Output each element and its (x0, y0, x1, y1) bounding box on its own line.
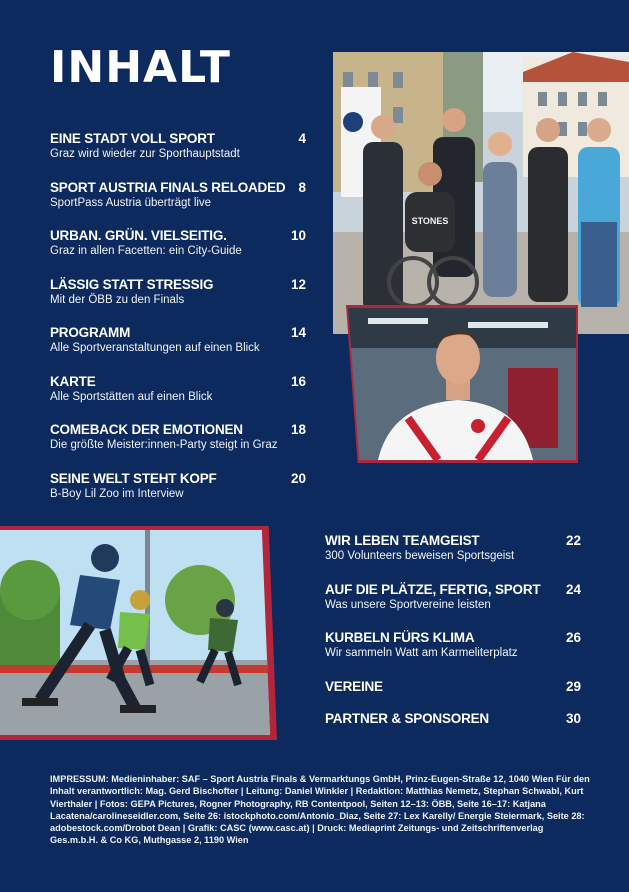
toc-subtitle: Wir sammeln Watt am Karmeliterplatz (325, 647, 518, 659)
toc-subtitle: B-Boy Lil Zoo im Interview (50, 487, 184, 500)
toc-page-number: 22 (565, 533, 581, 548)
toc-entry[interactable] (50, 228, 306, 277)
toc-page-number: 8 (298, 179, 306, 195)
toc-subtitle: Was unsere Sportvereine leisten (325, 598, 491, 611)
toc-entry[interactable] (325, 630, 581, 679)
toc-heading: VEREINE (325, 678, 383, 694)
toc-heading: PARTNER & SPONSOREN (325, 710, 489, 726)
impressum-text: Medieninhaber: SAF – Sport Austria Finals & Vermarktungs GmbH, Prinz-Eugen-Straße 12, 1040 Wien Für den Inhalt verantwortlich: Mag. Gerd Bischofter | Leitung: Daniel Winkler | Redaktion: Matthias Nemetz, Stephan Schwabl, Kurt Vierthaler | Fotos: GEPA Pictures, Rogner Photography, RB Contentpool, Seiten 12–13: ÖBB, Seite 16–17: Katjana Lacatena/carolineseidler.com, Seite 26: istockphoto.com/Antonio_Diaz, Seite 27: Lex Karelly/ Energie Steiermark, Seite 28: adobestock.com/Drobot Dean | Grafik: CASC (www.casc.at) | Druck: Mediaprint Zeitungs- und Zeitschriftenverlag Ges.m.b.H. & Co KG, Muthgasse 2, 1190 Wien (50, 774, 590, 846)
toc-heading: LÄSSIG STATT STRESSIG (50, 276, 214, 292)
toc-left-column (50, 131, 306, 519)
toc-page-number: 10 (290, 228, 306, 243)
toc-page-number: 26 (565, 630, 581, 645)
toc-entry[interactable] (50, 471, 306, 520)
toc-subtitle: 300 Volunteers beweisen Sportsgeist (325, 550, 515, 562)
impressum-label: IMPRESSUM: (50, 774, 109, 784)
toc-heading: WIR LEBEN TEAMGEIST (325, 533, 480, 548)
toc-entry[interactable] (325, 533, 581, 582)
toc-entry[interactable] (50, 325, 306, 374)
toc-subtitle: Alle Sportveranstaltungen auf einen Blick (50, 342, 260, 354)
toc-entry[interactable] (50, 131, 306, 180)
toc-entry[interactable] (325, 582, 581, 631)
toc-page-number: 29 (565, 678, 581, 694)
shirt-text: STONES (411, 216, 449, 226)
toc-entry[interactable] (325, 679, 581, 711)
toc-subtitle: SportPass Austria überträgt live (50, 196, 212, 209)
toc-right-column (325, 533, 581, 743)
group-photo (333, 52, 629, 334)
toc-subtitle: Alle Sportstätten auf einen Blick (50, 390, 213, 403)
toc-entry[interactable] (50, 277, 306, 326)
toc-page-number: 12 (290, 276, 306, 292)
toc-entry[interactable] (50, 422, 306, 471)
toc-heading: SPORT AUSTRIA FINALS RELOADED (50, 179, 286, 195)
page-title: INHALT (50, 42, 231, 93)
toc-subtitle: Die größte Meister:innen-Party steigt in Graz (50, 439, 278, 451)
toc-heading: URBAN. GRÜN. VIELSEITIG. (50, 228, 227, 243)
toc-heading: EINE STADT VOLL SPORT (50, 131, 215, 146)
toc-heading: PROGRAMM (50, 325, 131, 340)
toc-page-number: 18 (290, 422, 306, 437)
toc-entry[interactable] (50, 180, 306, 229)
impressum (50, 773, 590, 847)
toc-heading: KARTE (50, 373, 96, 389)
toc-entry[interactable] (325, 711, 581, 743)
toc-heading: SEINE WELT STEHT KOPF (50, 470, 217, 486)
toc-page-number: 20 (290, 470, 306, 486)
toc-page-number: 30 (565, 710, 581, 726)
toc-entry[interactable] (50, 374, 306, 423)
toc-page-number: 14 (290, 325, 306, 340)
toc-page-number: 24 (565, 581, 581, 597)
toc-heading: COMEBACK DER EMOTIONEN (50, 422, 243, 437)
toc-heading: KURBELN FÜRS KLIMA (325, 630, 475, 645)
toc-heading: AUF DIE PLÄTZE, FERTIG, SPORT (325, 581, 541, 597)
toc-subtitle: Graz in allen Facetten: ein City-Guide (50, 245, 242, 257)
toc-page-number: 16 (290, 373, 306, 389)
skaters-photo (0, 530, 270, 735)
toc-page-number: 4 (298, 131, 306, 146)
toc-subtitle: Graz wird wieder zur Sporthauptstadt (50, 148, 240, 160)
toc-subtitle: Mit der ÖBB zu den Finals (50, 293, 185, 306)
athlete-photo (348, 308, 576, 460)
